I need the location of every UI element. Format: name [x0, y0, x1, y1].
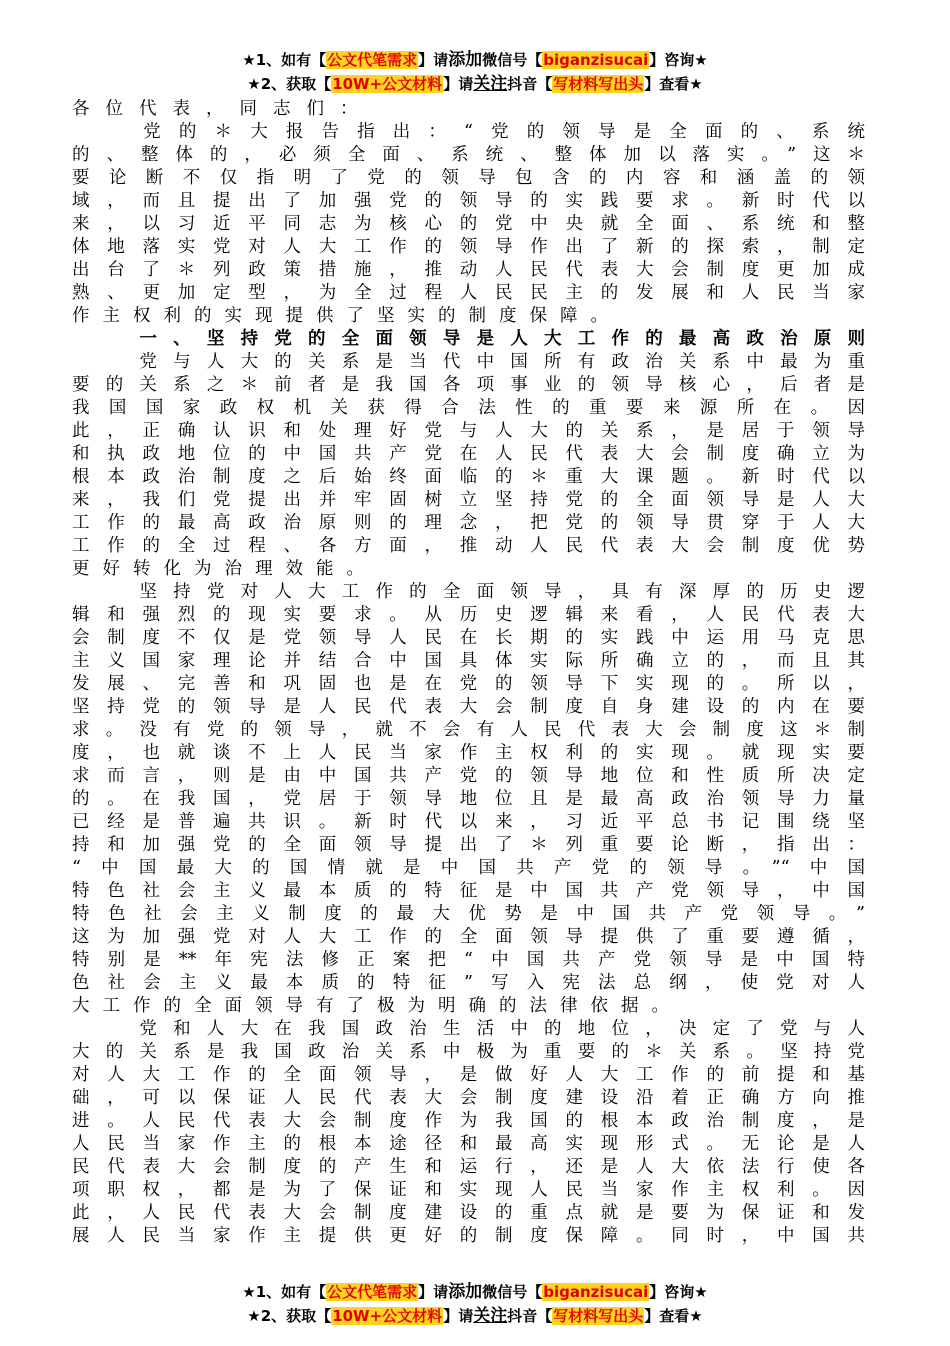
- banner-text: 】查看★: [644, 1307, 703, 1325]
- text-line: 求。没有党的领导，就不会有人民代表大会制度这＊制: [72, 720, 865, 740]
- banner-line-1: [0, 1280, 950, 1304]
- banner-text: ★2、获取【: [247, 75, 332, 93]
- banner-highlight: 写材料写出头: [553, 75, 644, 93]
- text-line: 熟、更加定型，为全过程人民民主的发展和人民当家: [72, 283, 865, 303]
- text-line: 进。人民代表大会制度作为我国的根本政治制度，是: [72, 1111, 865, 1131]
- banner-text-large: 添加: [448, 1282, 483, 1302]
- text-line: 辑和强烈的现实要求。从历史逻辑来看，人民代表大: [72, 605, 865, 625]
- section-heading: 一、坚持党的全面领导是人大工作的最高政治原则: [72, 329, 865, 349]
- text-line: 我国国家政权机关获得合法性的重要来源所在。因: [72, 398, 865, 418]
- document-body: [72, 98, 865, 1248]
- text-line: 工作的最高政治原则的理念，把党的领导贯穿于人大: [72, 513, 865, 533]
- banner-text: 微信号【: [482, 51, 543, 69]
- banner-highlight: 写材料写出头: [553, 1307, 644, 1325]
- banner-text: 】请: [443, 75, 474, 93]
- banner-text: 抖音【: [507, 1307, 553, 1325]
- text-line: 作主权利的实现提供了坚实的制度保障。: [72, 306, 621, 326]
- text-line: 主义国家理论并结合中国具体实际所确立的，而且其: [72, 651, 865, 671]
- text-line: 础，可以保证人民代表大会制度建设沿着正确方向推: [72, 1088, 865, 1108]
- text-line: 域，而且提出了加强党的领导的实践要求。新时代以: [72, 191, 865, 211]
- text-line: 来，我们党提出并牢固树立坚持党的全面领导是人大: [72, 490, 865, 510]
- banner-highlight: biganzisucai: [543, 1283, 649, 1301]
- text-line: 要的关系之＊前者是我国各项事业的领导核心，后者是: [72, 375, 865, 395]
- text-line: 度，也就谈不上人民当家作主权利的实现。就现实要: [72, 743, 865, 763]
- text-line: 体地落实党对人大工作的领导作出了新的探索，制定: [72, 237, 865, 257]
- text-line: 此，正确认识和处理好党与人大的关系，是居于领导: [72, 421, 865, 441]
- text-line: “中国最大的国情就是中国共产党的领导。”“中国: [72, 858, 865, 878]
- banner-text-large: 关注: [473, 74, 508, 94]
- text-line: 特色社会主义制度的最大优势是中国共产党领导。”: [72, 904, 865, 924]
- text-line: 项职权，都是为了保证和实现人民当家作主权利。因: [72, 1180, 865, 1200]
- text-line: 特别是**年宪法修正案把“中国共产党领导是中国特: [72, 950, 865, 970]
- text-line: 和执政地位的中国共产党在人民代表大会制度确立为: [72, 444, 865, 464]
- text-line: 的、整体的，必须全面、系统、整体加以落实。”这＊: [72, 145, 865, 165]
- text-line: 持和加强党的全面领导提出了＊列重要论断，指出：: [72, 835, 865, 855]
- text-line: 对人大工作的全面领导，是做好人大工作的前提和基: [72, 1065, 865, 1085]
- text-line: 党和人大在我国政治生活中的地位，决定了党与人: [72, 1019, 865, 1039]
- text-line: 展人民当家作主提供更好的制度保障。同时，中国共: [72, 1226, 865, 1246]
- text-line: 来，以习近平同志为核心的党中央就全面、系统和整: [72, 214, 865, 234]
- banner-text: 微信号【: [482, 1283, 543, 1301]
- text-line: 工作的全过程、各方面，推动人民代表大会制度优势: [72, 536, 865, 556]
- banner-text: ★2、获取【: [247, 1307, 332, 1325]
- text-line: 此，人民代表大会制度建设的重点就是要为保证和发: [72, 1203, 865, 1223]
- text-line: 特色社会主义最本质的特征是中国共产党领导，中国: [72, 881, 865, 901]
- text-line: 党与人大的关系是当代中国所有政治关系中最为重: [72, 352, 865, 372]
- bottom-banner: [0, 1280, 950, 1328]
- banner-text: 】请: [418, 1283, 449, 1301]
- banner-text: 】请: [443, 1307, 474, 1325]
- text-line: 发展、完善和巩固也是在党的领导下实现的。所以，: [72, 674, 865, 694]
- text-line: 大工作的全面领导有了极为明确的法律依据。: [72, 996, 682, 1016]
- text-line: 会制度不仅是党领导人民在长期的实践中运用马克思: [72, 628, 865, 648]
- text-line: 坚持党对人大工作的全面领导，具有深厚的历史逻: [72, 582, 865, 602]
- text-line: 人民当家作主的根本途径和最高实现形式。无论是人: [72, 1134, 865, 1154]
- text-line: 求而言，则是由中国共产党的领导地位和性质所决定: [72, 766, 865, 786]
- text-line: 色社会主义最本质的特征”写入宪法总纲，使党对人: [72, 973, 865, 993]
- top-banner: [0, 48, 950, 96]
- text-line: 要论断不仅指明了党的领导包含的内容和涵盖的领: [72, 168, 865, 188]
- text-line: 坚持党的领导是人民代表大会制度自身建设的内在要: [72, 697, 865, 717]
- text-line: 根本政治制度之后始终面临的＊重大课题。新时代以: [72, 467, 865, 487]
- banner-text: ★1、如有【: [242, 51, 327, 69]
- banner-text: 】咨询★: [649, 51, 708, 69]
- text-line: 出台了＊列政策措施，推动人民代表大会制度更加成: [72, 260, 865, 280]
- banner-line-2: [0, 72, 950, 96]
- text-line: 的。在我国，党居于领导地位且是最高政治领导力量: [72, 789, 865, 809]
- banner-highlight: 公文代笔需求: [327, 1283, 418, 1301]
- text-line: 各位代表，同志们：: [72, 99, 374, 119]
- banner-highlight: 10W+公文材料: [332, 1307, 443, 1325]
- banner-line-2: [0, 1304, 950, 1328]
- text-line: 民代表大会制度的产生和运行，还是人大依法行使各: [72, 1157, 865, 1177]
- banner-text: 】请: [418, 51, 449, 69]
- banner-highlight: 10W+公文材料: [332, 75, 443, 93]
- text-line: 大的关系是我国政治关系中极为重要的＊关系。坚持党: [72, 1042, 865, 1062]
- text-line: 已经是普遍共识。新时代以来，习近平总书记围绕坚: [72, 812, 865, 832]
- banner-text-large: 添加: [448, 50, 483, 70]
- banner-line-1: [0, 48, 950, 72]
- text-line: 这为加强党对人大工作的全面领导提供了重要遵循，: [72, 927, 865, 947]
- banner-text: 抖音【: [507, 75, 553, 93]
- banner-highlight: biganzisucai: [543, 51, 649, 69]
- banner-text-large: 关注: [473, 1306, 508, 1326]
- text-line: 更好转化为治理效能。: [72, 559, 377, 579]
- banner-text: 】咨询★: [649, 1283, 708, 1301]
- banner-text: 】查看★: [644, 75, 703, 93]
- banner-highlight: 公文代笔需求: [327, 51, 418, 69]
- text-line: 党的＊大报告指出：“党的领导是全面的、系统: [72, 122, 865, 142]
- banner-text: ★1、如有【: [242, 1283, 327, 1301]
